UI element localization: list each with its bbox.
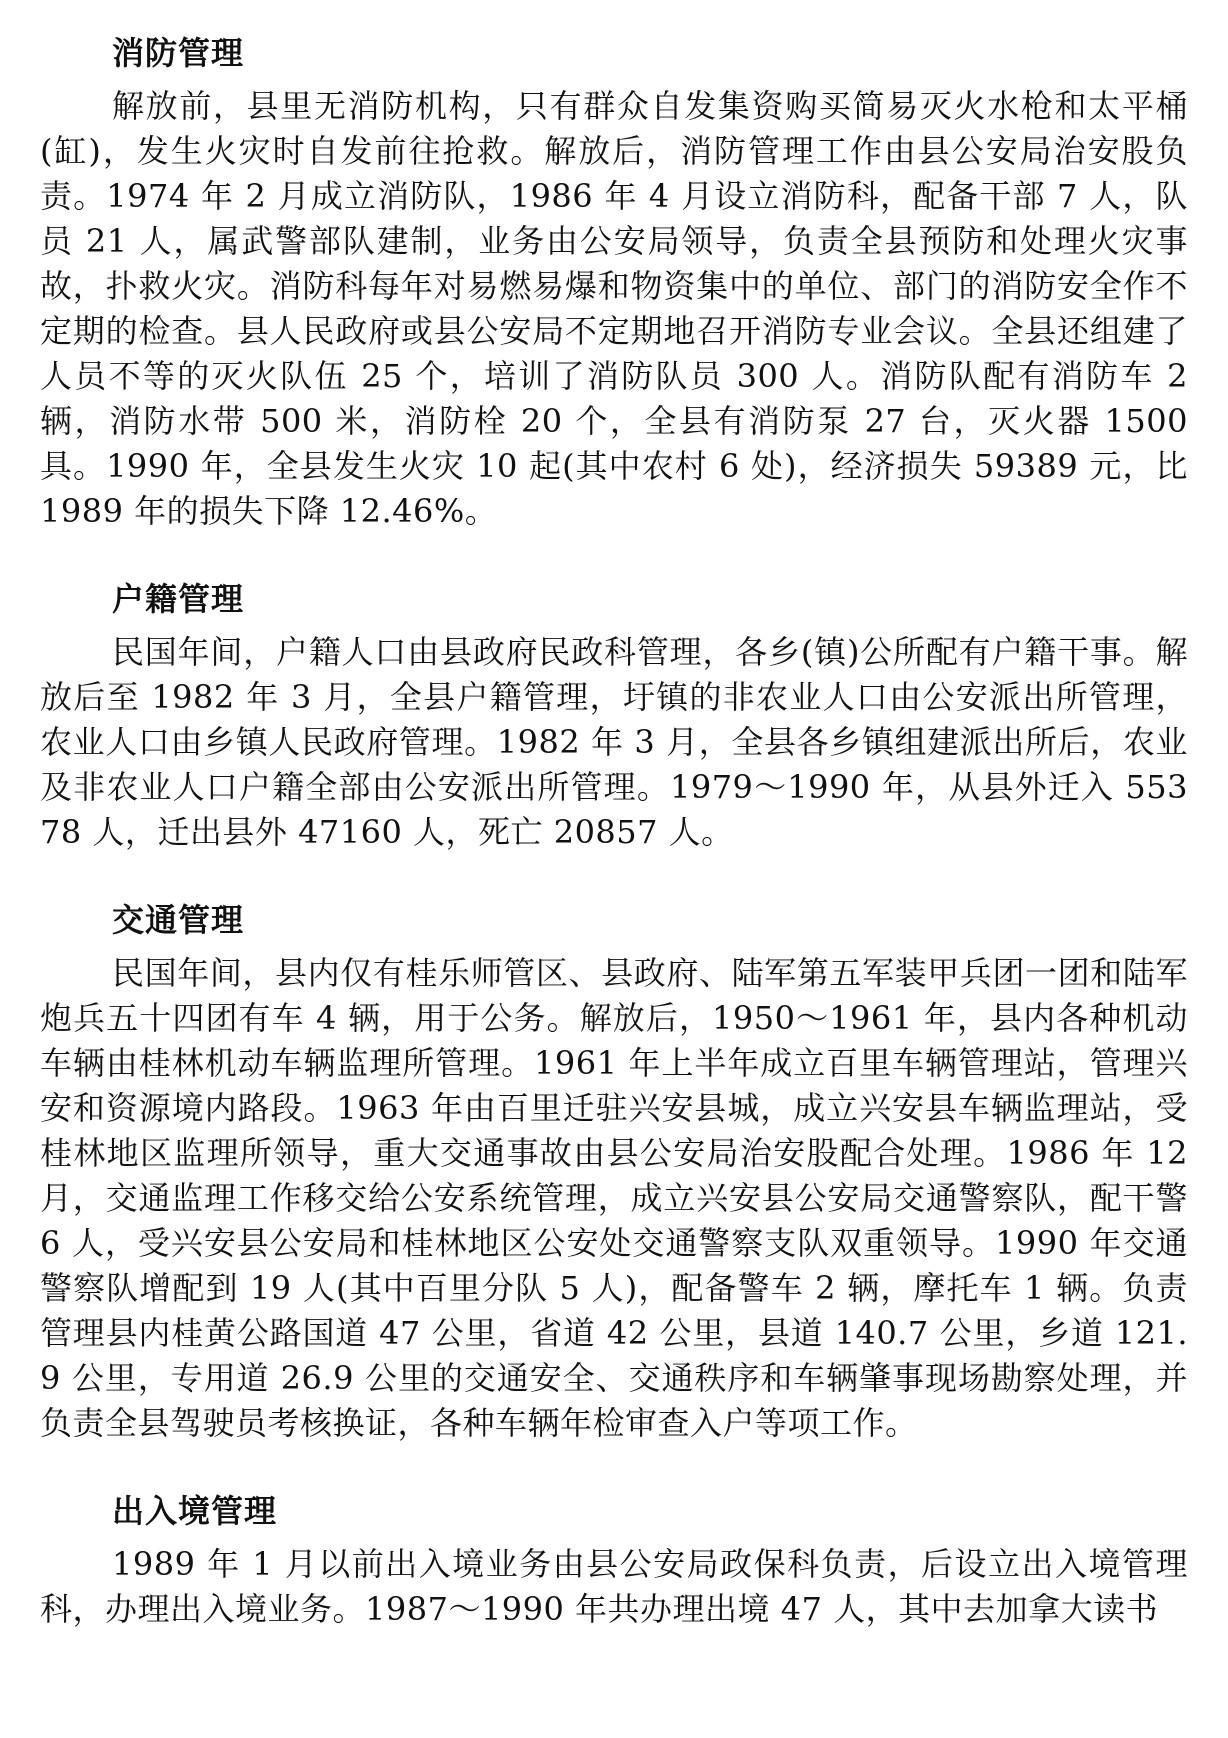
section-household-registration (40, 576, 1188, 855)
section-body: 民国年间，县内仅有桂乐师管区、县政府、陆军第五军装甲兵团一团和陆军炮兵五十四团有车 4 辆，用于公务。解放后，1950～1961 年，县内各种机动车辆由桂林机动车辆监理所管理。1961 年上半年成立百里车辆管理站，管理兴安和资源境内路段。1963 年由百里迁驻兴安县城，成立兴安县车辆监理站，受桂林地区监理所领导，重大交通事故由县公安局治安股配合处理。1986 年 12 月，交通监理工作移交给公安系统管理，成立兴安县公安局交通警察队，配干警 6 人，受兴安县公安局和桂林地区公安处交通警察支队双重领导。1990 年交通警察队增配到 19 人(其中百里分队 5 人)，配备警车 2 辆，摩托车 1 辆。负责管理县内桂黄公路国道 47 公里，省道 42 公里，县道 140.7 公里，乡道 121.9 公里，专用道 26.9 公里的交通安全、交通秩序和车辆肇事现场勘察处理，并负责全县驾驶员考核换证，各种车辆年检审查入户等项工作。 (40, 954, 1188, 1442)
section-body: 解放前，县里无消防机构，只有群众自发集资购买简易灭火水枪和太平桶(缸)，发生火灾时自发前往抢救。解放后，消防管理工作由县公安局治安股负责。1974 年 2 月成立消防队，1986 年 4 月设立消防科，配备干部 7 人，队员 21 人，属武警部队建制，业务由公安局领导，负责全县预防和处理火灾事故，扑救火灾。消防科每年对易燃易爆和物资集中的单位、部门的消防安全作不定期的检查。县人民政府或县公安局不定期地召开消防专业会议。全县还组建了人员不等的灭火队伍 25 个，培训了消防队员 300 人。消防队配有消防车 2 辆，消防水带 500 米，消防栓 20 个，全县有消防泵 27 台，灭火器 1500 具。1990 年，全县发生火灾 10 起(其中农村 6 处)，经济损失 59389 元，比 1989 年的损失下降 12.46%。 (40, 87, 1188, 530)
section-heading: 户籍管理 (112, 580, 245, 618)
section-body: 民国年间，户籍人口由县政府民政科管理，各乡(镇)公所配有户籍干事。解放后至 1982 年 3 月，全县户籍管理，圩镇的非农业人口由公安派出所管理，农业人口由乡镇人民政府管理。1982 年 3 月，全县各乡镇组建派出所后，农业及非农业人口户籍全部由公安派出所管理。1979～1990 年，从县外迁入 55378 人，迁出县外 47160 人，死亡 20857 人。 (40, 633, 1188, 851)
section-body: 1989 年 1 月以前出入境业务由县公安局政保科负责，后设立出入境管理科，办理出入境业务。1987～1990 年共办理出境 47 人，其中去加拿大读书 (40, 1545, 1188, 1628)
section-heading: 出入境管理 (112, 1492, 278, 1530)
document-page (40, 30, 1188, 1674)
section-exit-entry-management (40, 1488, 1188, 1632)
section-heading: 交通管理 (112, 901, 245, 939)
section-fire-management (40, 30, 1188, 534)
section-traffic-management (40, 897, 1188, 1446)
section-heading: 消防管理 (112, 34, 245, 72)
